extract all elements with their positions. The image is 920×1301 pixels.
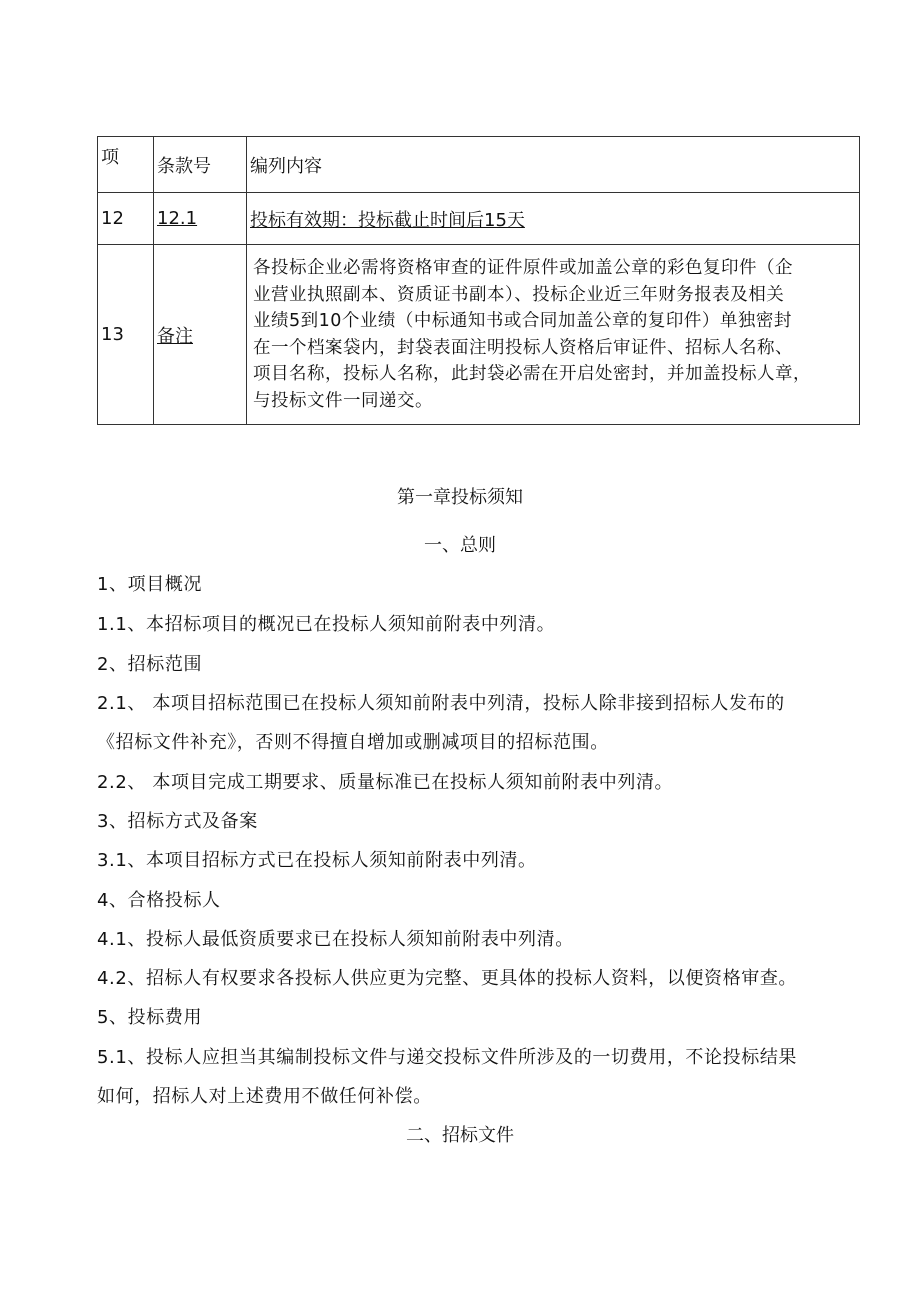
table-row: [98, 193, 860, 245]
note-line: 项目名称，投标人名称，此封袋必需在开启处密封，并加盖投标人章，: [253, 364, 811, 384]
note-line: 业营业执照副本、资质证书副本）、投标企业近三年财务报表及相关: [253, 284, 785, 305]
note-line: 在一个档案袋内，封袋表面注明投标人资格后审证件、招标人名称、: [253, 337, 793, 358]
chapter-title: 第一章投标须知: [397, 487, 523, 508]
row-number: 13: [98, 245, 154, 425]
row-content: [247, 193, 860, 245]
paragraph: 2.1、 本项目招标范围已在投标人须知前附表中列清，投标人除非接到招标人发布的: [97, 693, 785, 714]
header-clause: 条款号: [154, 137, 247, 193]
row-content-note: [247, 245, 860, 425]
paragraph: 3、招标方式及备案: [97, 811, 258, 832]
bid-info-table: [97, 136, 860, 425]
paragraph: 5.1、投标人应担当其编制投标文件与递交投标文件所涉及的一切费用，不论投标结果: [97, 1047, 798, 1068]
table-row: [98, 245, 860, 425]
paragraph: 2、招标范围: [97, 654, 203, 675]
clause-link: 12.1: [157, 208, 198, 229]
section-title-general: 一、总则: [424, 535, 496, 556]
paragraph: 4.1、投标人最低资质要求已在投标人须知前附表中列清。: [97, 929, 574, 950]
paragraph: 3.1、本项目招标方式已在投标人须知前附表中列清。: [97, 850, 537, 871]
paragraph: 1、项目概况: [97, 574, 203, 595]
clause-note: 备注: [157, 325, 193, 347]
header-content: 编列内容: [247, 137, 860, 193]
row-number: 12: [98, 193, 154, 245]
paragraph: 5、投标费用: [97, 1007, 203, 1028]
paragraph: 4.2、招标人有权要求各投标人供应更为完整、更具体的投标人资料，以便资格审查。: [97, 968, 798, 989]
paragraph: 《招标文件补充》，否则不得擅自增加或删减项目的招标范围。: [97, 732, 609, 753]
section-title-documents: 二、招标文件: [406, 1125, 514, 1146]
row-clause: [154, 245, 247, 425]
note-line: 与投标文件一同递交。: [253, 390, 433, 411]
validity-text: 投标有效期：投标截止时间后15天: [250, 209, 525, 231]
header-item: 项: [98, 137, 154, 193]
row-clause: [154, 193, 247, 245]
paragraph: 如何，招标人对上述费用不做任何补偿。: [97, 1086, 432, 1107]
paragraph: 4、合格投标人: [97, 890, 221, 911]
paragraph: 2.2、 本项目完成工期要求、质量标准已在投标人须知前附表中列清。: [97, 772, 674, 793]
note-line: 业绩5到10个业绩（中标通知书或合同加盖公章的复印件）单独密封: [253, 311, 792, 331]
table-header-row: [98, 137, 860, 193]
paragraph: 1.1、本招标项目的概况已在投标人须知前附表中列清。: [97, 614, 556, 635]
note-line: 各投标企业必需将资格审查的证件原件或加盖公章的彩色复印件（企: [253, 258, 793, 278]
